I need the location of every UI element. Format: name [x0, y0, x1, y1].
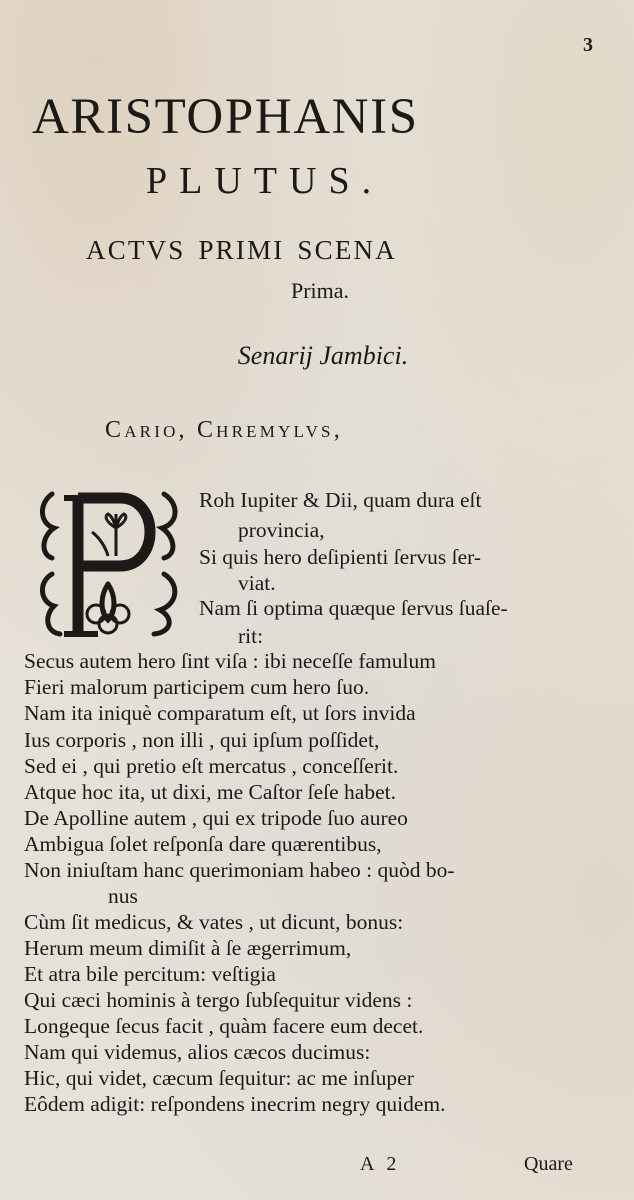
meter-heading: Senarij Jambici.	[237, 341, 409, 370]
verse-line: Ius corporis , non illi , qui ipſum poſſidet,	[24, 728, 380, 752]
verse-line: Hic, qui videt, cæcum ſequitur: ac me inſuper	[24, 1066, 414, 1090]
verse-line: Eôdem adigit: reſpondens inecrim negry quidem.	[24, 1092, 446, 1116]
verse-line: Longeque ſecus facit , quàm facere eum decet.	[24, 1014, 424, 1038]
verse-line: Cùm ſit medicus, & vates , ut dicunt, bonus:	[24, 910, 404, 934]
verse-line: viat.	[238, 571, 276, 595]
verse-line: nus	[108, 884, 138, 908]
title-play: PLUTUS.	[146, 160, 384, 202]
verse-line: Ambigua ſolet reſponſa dare quærentibus,	[24, 832, 382, 856]
title-author: ARISTOPHANIS	[32, 89, 419, 145]
verse-line: Qui cæci hominis à tergo ſubſequitur videns :	[24, 988, 413, 1012]
signature-mark: A 2	[360, 1153, 401, 1175]
verse-line: Herum meum dimiſit à ſe ægerrimum,	[24, 936, 352, 960]
verse-line: Nam ſi optima quæque ſervus ſuaſe-	[199, 596, 508, 620]
verse-line: rit:	[238, 624, 264, 648]
verse-line: Sed ei , qui pretio eſt mercatus , conceſſerit.	[24, 754, 399, 778]
catchword: Quare	[524, 1153, 573, 1175]
verse-line: Roh Iupiter & Dii, quam dura eſt	[199, 488, 482, 512]
scene-number: Prima.	[290, 278, 350, 303]
verse-line: Non iniuſtam hanc querimoniam habeo : quòd bo-	[24, 858, 455, 882]
ornamental-drop-cap-icon	[34, 484, 182, 644]
verse-line: Si quis hero deſipienti ſervus ſer-	[199, 545, 481, 569]
verse-line: Atque hoc ita, ut dixi, me Caſtor ſeſe habet.	[24, 780, 396, 804]
verse-line: Nam qui videmus, alios cæcos ducimus:	[24, 1040, 371, 1064]
act-heading: ACTVS PRIMI SCENA	[86, 235, 397, 265]
dramatis-personae: Cario, Chremylvs,	[105, 417, 343, 443]
verse-line: Fieri malorum participem cum hero ſuo.	[24, 675, 370, 699]
verse-line: Secus autem hero ſint viſa : ibi neceſſe famulum	[24, 649, 436, 673]
verse-line: provincia,	[238, 518, 325, 542]
verse-line: Nam ita iniquè comparatum eſt, ut ſors invida	[24, 701, 416, 725]
verse-line: De Apolline autem , qui ex tripode ſuo aureo	[24, 806, 408, 830]
verse-line: Et atra bile percitum: veſtigia	[24, 962, 276, 986]
page-number: 3	[583, 34, 593, 56]
